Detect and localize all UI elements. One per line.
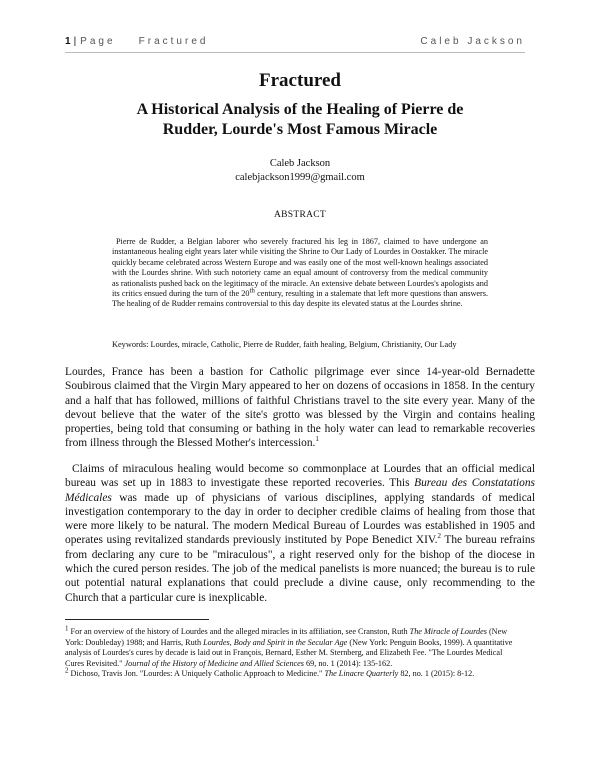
author-block xyxy=(0,157,600,185)
header-separator: | xyxy=(73,36,77,47)
footnote-1-italic-c: Journal of the History of Medicine and Allied Sciences xyxy=(124,658,304,668)
footnote-1-text-c: (New York: Penguin Books, 1999). A quantitative analysis of Lourdes's cures by decade is laid out in François, Bernard, Esther M. Sternberg, and Elizabeth Fee. "The Lourdes Medical Cures Revisited." xyxy=(65,637,513,668)
keywords: Keywords: Lourdes, miracle, Catholic, Pierre de Rudder, faith healing, Belgium, Christianity, Our Lady xyxy=(112,340,457,349)
footnote-1-text-b: (New York: Doubleday) 1988; and Harris, Ruth xyxy=(65,627,508,647)
running-header xyxy=(65,36,525,47)
paragraph-2-part1: Claims of miraculous healing would become so commonplace at Lourdes that an official medical bureau was set up in 1883 to investigate these reported recoveries. This xyxy=(65,463,535,490)
footnote-1-text-d: 69, no. 1 (2014): 135-162. xyxy=(304,658,393,668)
author-email: calebjackson1999@gmail.com xyxy=(235,172,365,183)
footnote-1-text-a: For an overview of the history of Lourdes and the alleged miracles in its affiliation, see Cranston, Ruth xyxy=(68,627,410,636)
paragraph-1-text: Lourdes, France has been a bastion for Catholic pilgrimage ever since 14-year-old Bernadette Soubirous claimed that the Virgin Mary appeared to her on dozens of occasions in 1858. In the century and a half that has followed, millions of faithful Christians travel to the site every year. Many of the devout believe that the water of the site's grotto was blessed by the Virgin and contains healing properties, being told that consuming or bathing in the holy water can lead to remarkable recoveries from illness through the Blessed Mother's intercession. xyxy=(65,366,535,450)
footnote-1 xyxy=(65,624,520,669)
abstract-superscript: th xyxy=(249,286,255,295)
footnote-1-italic-b: Lourdes, Body and Spirit in the Secular Age xyxy=(203,637,348,647)
footnote-2-number: 2 xyxy=(65,666,69,675)
footnote-rule xyxy=(65,619,209,620)
abstract-text xyxy=(112,237,488,310)
page-word: Page xyxy=(80,36,116,47)
paragraph-2-part3: The bureau refrains from declaring any cure to be "miraculous", a right reserved only for the bishop of the diocese in which the cured person resides. The job of the medical panelists is more nuanced; the bureau is to rule out potential natural explanations that could preclude a divine cause, only recommending to the Church that a particular cure is inexplicable. xyxy=(65,534,535,604)
author-name: Caleb Jackson xyxy=(269,158,331,169)
footnote-ref-2[interactable]: 2 xyxy=(437,532,442,541)
paragraph-2-italic: Bureau des Constatations Médicales xyxy=(65,477,535,504)
footnote-2-text-a: Dichoso, Travis Jon. "Lourdes: A Uniquely Catholic Approach to Medicine." xyxy=(68,669,325,679)
footnote-1-italic-a: The Miracle of Lourdes xyxy=(409,627,487,636)
paragraph-2 xyxy=(65,462,535,605)
footnote-2-text-b: 82, no. 1 (2015): 8-12. xyxy=(398,669,475,679)
footnote-ref-1[interactable]: 1 xyxy=(315,435,319,444)
header-rule xyxy=(65,52,525,53)
paragraph-1 xyxy=(65,365,535,451)
paper-title: Fractured xyxy=(259,70,341,91)
footnote-1-number: 1 xyxy=(65,624,69,633)
paper-subtitle: A Historical Analysis of the Healing of Pierre de Rudder, Lourde's Most Famous Miracle xyxy=(136,101,464,138)
footnote-2 xyxy=(65,666,520,680)
running-author: Caleb Jackson xyxy=(420,36,525,47)
header-left xyxy=(65,36,208,47)
running-title: Fractured xyxy=(138,36,209,47)
abstract-text-part2: century, resulting in a stalemate that left more questions than answers. The healing of de Rudder remains controversial to this day despite its elevated status at the Lourdes shrine. xyxy=(112,289,488,309)
paragraph-2-part2: was made up of physicians of various disciplines, applying standards of medical investigation contemporary to the day in order to decipher credible claims of healing from those that were more likely to be natural. The modern Medical Bureau of Lourdes was established in 1905 and operates using revitalized standards previously instituted by Pope Benedict XIV. xyxy=(65,491,535,547)
footnotes xyxy=(65,624,520,680)
abstract-text-part1: Pierre de Rudder, a Belgian laborer who severely fractured his leg in 1867, claimed to have undergone an instantaneous healing eight years later while visiting the Shrine to Our Lady of Lourdes in Oostakker. The miracle quickly became celebrated across Western Europe and was easily one of the most well-known healings associated with the Lourdes shrine. With such notoriety came an equal amount of controversy from the medical community as rationalists pushed back on the legitimacy of the miracle. An extensive debate between Lourdes's apologists and its critics ensued during the turn of the 20 xyxy=(112,237,488,299)
abstract-heading: ABSTRACT xyxy=(273,210,327,220)
footnote-2-italic-a: The Linacre Quarterly xyxy=(324,669,399,679)
page-number: 1 xyxy=(65,36,71,47)
